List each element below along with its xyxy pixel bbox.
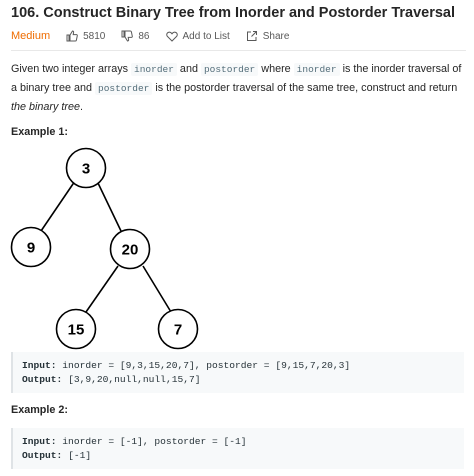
header-divider [11, 50, 466, 51]
dislike-count: 86 [138, 30, 150, 42]
example-1-title: Example 1: [11, 126, 69, 138]
desc-text-2: and [176, 63, 201, 75]
share-button[interactable] [246, 30, 290, 42]
tree-node-20-label: 20 [121, 241, 139, 259]
like-button[interactable] [66, 30, 105, 42]
dislike-button[interactable] [121, 30, 149, 42]
example-1-input-label: Input: [22, 360, 57, 371]
example-1-input-value: inorder = [9,3,15,20,7], postorder = [9,15,7,20,3] [56, 360, 351, 371]
example-1-input-row [22, 359, 464, 373]
share-icon [246, 30, 258, 42]
example-1-output-label: Output: [22, 374, 63, 385]
tree-node-7-label: 7 [173, 321, 183, 339]
desc-emphasis: the binary tree [11, 101, 81, 113]
example-2-output-row [22, 449, 464, 463]
tree-node-9-label: 9 [26, 239, 36, 257]
inline-code-inorder: inorder [131, 63, 177, 76]
tree-node-15 [57, 310, 96, 349]
desc-text-4: is the inorder traversal of a binary tree and [11, 63, 462, 94]
example-2-output-label: Output: [22, 450, 63, 461]
example-2-input-value: inorder = [-1], postorder = [-1] [56, 436, 247, 447]
example-2-input-row [22, 435, 464, 449]
edge-3-20 [98, 183, 121, 231]
tree-node-3 [67, 149, 106, 188]
edge-20-15 [86, 266, 118, 312]
inline-code-postorder: postorder [201, 63, 258, 76]
example-2-input-label: Input: [22, 436, 57, 447]
desc-text-3: where [258, 63, 294, 75]
problem-description [11, 60, 466, 116]
inline-code-inorder-2: inorder [294, 63, 340, 76]
add-to-list-label: Add to List [182, 30, 230, 42]
add-to-list-button[interactable] [166, 31, 230, 42]
example-2-title: Example 2: [11, 404, 69, 416]
tree-node-7 [159, 310, 198, 349]
example-1-code-block [11, 352, 464, 393]
desc-text-1: Given two integer arrays [11, 63, 132, 75]
edge-20-7 [143, 266, 171, 312]
difficulty-label: Medium [11, 30, 51, 42]
inline-code-postorder-2: postorder [95, 82, 152, 95]
heart-icon [166, 31, 178, 42]
tree-node-9 [12, 228, 51, 267]
example-2-output-value: [-1] [62, 450, 92, 461]
example-2-code-block [11, 428, 464, 469]
like-count: 5810 [83, 30, 106, 42]
desc-text-5: is the postorder traversal of the same tree, construct and return [152, 82, 458, 94]
problem-title: 106. Construct Binary Tree from Inorder and Postorder Traversal [11, 5, 456, 21]
example-1-output-value: [3,9,20,null,null,15,7] [62, 374, 201, 385]
tree-node-15-label: 15 [67, 321, 85, 339]
problem-meta-bar [11, 28, 305, 44]
desc-text-6: . [80, 101, 84, 113]
tree-node-3-label: 3 [81, 160, 91, 178]
tree-node-20 [111, 230, 150, 269]
example-1-tree-diagram [8, 144, 208, 350]
thumbs-up-icon [66, 30, 78, 42]
edge-3-9 [41, 181, 75, 231]
example-1-output-row [22, 373, 464, 387]
thumbs-down-icon [121, 30, 133, 42]
share-label: Share [262, 30, 290, 42]
